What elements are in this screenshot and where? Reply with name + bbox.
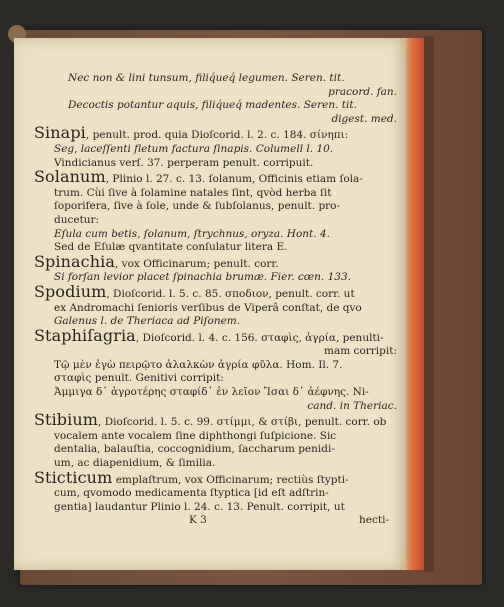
entry-headword: Spinachia [34, 254, 115, 271]
page-edge-red [406, 38, 424, 570]
line-text: Decoctis potantur aquis, filiq́ueq́ madentes. Seren. tit. [68, 99, 357, 112]
text-line [34, 113, 399, 127]
line-text: Si forſan levior placet ſpinachia brumæ. Fier. cœn. 133. [54, 271, 351, 284]
entry-headword: Solanum [34, 170, 106, 187]
line-text: ex Andromachi ſenioris verſibus de Viperâ conſtat, de qvo [54, 301, 362, 314]
line-text: dentalia, balauſtia, coccognidium, ſaccharum penidi- [54, 443, 335, 456]
text-line [34, 86, 399, 100]
entry-headword: Stibium [34, 413, 99, 430]
text-line [34, 430, 399, 444]
line-text: σταφὶς penult. Genitivi corripit: [54, 372, 224, 385]
entry-headword: Spodium [34, 284, 107, 301]
entry-line [34, 285, 399, 302]
line-text: , penult. prod. quia Dioſcorid. l. 2. c. 184. σίνηπι: [85, 129, 349, 142]
line-text: Galenus l. de Theriaca ad Piſonem. [54, 315, 241, 328]
entry-headword: Sticticum [34, 470, 113, 487]
text-line [34, 345, 399, 359]
line-text: Nec non & lini tunsum, filiq́ueq́ legumen. Seren. tit. [68, 72, 345, 84]
book-page [14, 38, 406, 570]
line-text: , vox Officinarum; penult. corr. [115, 257, 279, 270]
line-text: , Dioſcorid. l. 5. c. 99. στίμμι, & στίβι, penult. corr. ob [98, 416, 387, 429]
line-text: emplaſtrum, vox Officinarum; rectiùs ſtypti- [112, 473, 349, 486]
entry-line [34, 471, 399, 488]
text-line [34, 372, 399, 386]
entry-headword: Staphiſagria [34, 328, 136, 345]
text-line [34, 143, 399, 157]
entry-line [34, 329, 399, 346]
text-line [34, 99, 399, 113]
text-line [34, 315, 399, 329]
line-text: vocalem ante vocalem ſine diphthongi ſuſpicione. Sic [54, 429, 337, 442]
line-text: Vindicianus verſ. 37. perperam penult. corripuit. [54, 156, 314, 169]
text-line [34, 400, 399, 414]
text-line [34, 302, 399, 316]
entry-headword: Sinapi [34, 126, 86, 143]
line-text: Τῷ μὲν ἐγὼ πειρῷτο ἀλαλκὼν ἀγρία φῦλα. Hom. Il. 7. [54, 358, 343, 371]
entry-line [34, 413, 399, 430]
line-text: mam corripit: [324, 345, 397, 358]
page-text [34, 72, 399, 528]
page-footer [34, 514, 399, 528]
text-line [34, 214, 399, 228]
entry-line [34, 170, 399, 187]
line-text: ducetur: [54, 213, 100, 226]
text-line [34, 487, 399, 501]
line-text: , Dioſcorid. l. 4. c. 156. σταφὶς, ἀγρία, penulti- [135, 331, 384, 344]
line-text: gentia] laudantur Plinio l. 24. c. 13. Penult. corripit, ut [54, 500, 345, 513]
line-text: Ἀμμιγα δ᾽ ἀγροτέρης σταφίδ᾽ ἐν λεῖον Ἴσαι δ᾽ ἀέφνης. Ni- [54, 386, 369, 399]
line-text: pracord. fan. [328, 85, 397, 98]
entry-line [34, 126, 399, 143]
text-line [34, 157, 399, 171]
text-line [34, 386, 399, 400]
text-line [34, 241, 399, 255]
line-text: Eſula cum betis, ſolanum, ſtrychnus, oryza. Hont. 4. [54, 227, 330, 240]
text-line [34, 72, 399, 86]
line-text: , Dioſcorid. l. 5. c. 85. σποδιον, penult. corr. ut [106, 287, 355, 300]
text-line [34, 457, 399, 471]
signature-mark: K 3 [189, 514, 207, 527]
line-text: , Plinio l. 27. c. 13. ſolanum, Officinis etiam ſola- [105, 173, 363, 186]
text-line [34, 501, 399, 515]
text-line [34, 443, 399, 457]
line-text: Sed de Eſulæ qvantitate conſulatur litera E. [54, 241, 288, 254]
entry-line [34, 255, 399, 272]
text-line [34, 271, 399, 285]
text-line [34, 187, 399, 201]
line-text: Seg, laceſſenti fletum factura ſinapis. Columell l. 10. [54, 142, 334, 155]
line-text: um, ac diapenidium, & ſimilia. [54, 457, 216, 470]
text-line [34, 228, 399, 242]
text-line [34, 359, 399, 373]
line-text: digest. med. [331, 112, 397, 125]
line-text: trum. Cùi ſive à ſolamine natales ſint, qvòd herba ſit [54, 186, 332, 199]
line-text: cand. in Theriac. [307, 399, 397, 412]
cover-edge [424, 36, 434, 572]
line-text: cum, qvomodo medicamenta ſtyptica [id eſt adſtrin- [54, 487, 329, 500]
text-line [34, 200, 399, 214]
catchword: hecti- [359, 514, 389, 527]
line-text: ſoporifera, ſive à ſole, unde & ſubſolanus, penult. pro- [54, 200, 341, 213]
